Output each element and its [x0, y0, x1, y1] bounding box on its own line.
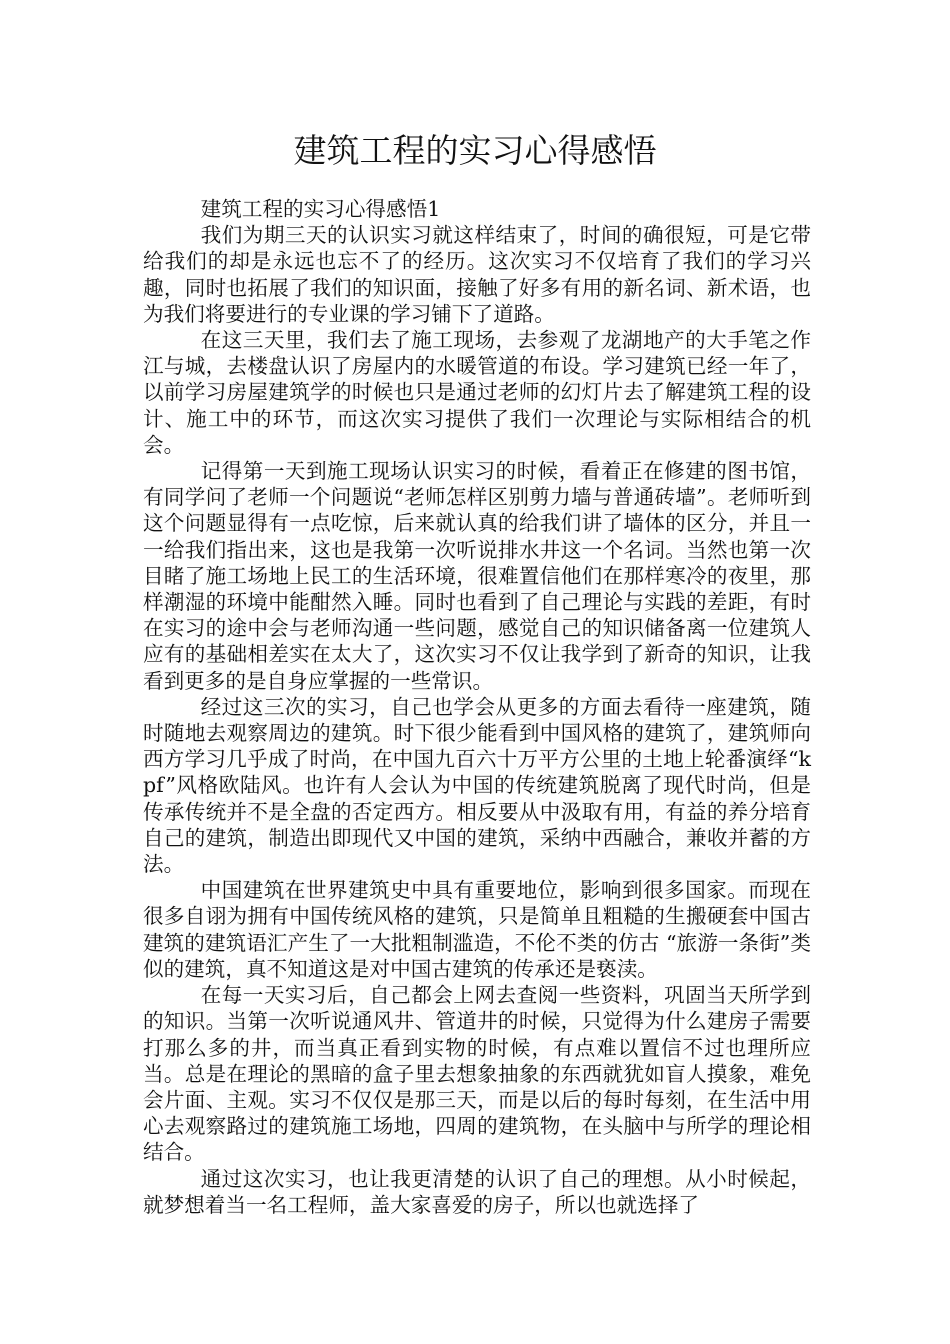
document-body: [143, 196, 811, 1218]
paragraph-3: 记得第一天到施工现场认识实习的时候，看着正在修建的图书馆，有同学问了老师一个问题说“老师怎样区别剪力墙与普通砖墙”。老师听到这个问题显得有一点吃惊，后来就认真的给我们讲了墙体的区分，并且一一给我们指出来，这也是我第一次听说排水井这一个名词。当然也第一次目睹了施工场地上民工的生活环境，很难置信他们在那样寒冷的夜里，那样潮湿的环境中能酣然入睡。同时也看到了自己理论与实践的差距，有时在实习的途中会与老师沟通一些问题，感觉自己的知识储备离一位建筑人应有的基础相差实在太大了，这次实习不仅让我学到了新奇的知识，让我看到更多的是自身应掌握的一些常识。: [143, 459, 811, 693]
paragraph-6: 在每一天实习后，自己都会上网去查阅一些资料，巩固当天所学到的知识。当第一次听说通风井、管道井的时候，只觉得为什么建房子需要打那么多的井，而当真正看到实物的时候，有点难以置信不过也理所应当。总是在理论的黑暗的盒子里去想象抽象的东西就犹如盲人摸象，难免会片面、主观。实习不仅仅是那三天，而是以后的每时每刻，在生活中用心去观察路过的建筑施工场地，四周的建筑物，在头脑中与所学的理论相结合。: [143, 983, 811, 1165]
paragraph-2: 在这三天里，我们去了施工现场，去参观了龙湖地产的大手笔之作江与城，去楼盘认识了房屋内的水暖管道的布设。学习建筑已经一年了，以前学习房屋建筑学的时候也只是通过老师的幻灯片去了解建筑工程的设计、施工中的环节，而这次实习提供了我们一次理论与实际相结合的机会。: [143, 328, 811, 457]
document-title: 建筑工程的实习心得感悟: [293, 131, 657, 170]
paragraph-4: 经过这三次的实习，自己也学会从更多的方面去看待一座建筑，随时随地去观察周边的建筑。时下很少能看到中国风格的建筑了，建筑师向西方学习几乎成了时尚，在中国九百六十万平方公里的土地上轮番演绎“kpf”风格欧陆风。也许有人会认为中国的传统建筑脱离了现代时尚，但是传承传统并不是全盘的否定西方。相反要从中汲取有用，有益的养分培育自己的建筑，制造出即现代又中国的建筑，采纳中西融合，兼收并蓄的方法。: [143, 694, 811, 877]
paragraph-5: 中国建筑在世界建筑史中具有重要地位，影响到很多国家。而现在很多自诩为拥有中国传统风格的建筑，只是简单且粗糙的生搬硬套中国古建筑的建筑语汇产生了一大批粗制滥造，不伦不类的仿古 “旅游一条街”类似的建筑，真不知道这是对中国古建筑的传承还是亵渎。: [143, 878, 811, 981]
section-subtitle: 建筑工程的实习心得感悟1: [200, 197, 441, 221]
paragraph-7: 通过这次实习，也让我更清楚的认识了自己的理想。从小时候起，就梦想着当一名工程师，盖大家喜爱的房子，所以也就选择了: [143, 1166, 811, 1217]
paragraph-1: 我们为期三天的认识实习就这样结束了，时间的确很短，可是它带给我们的却是永远也忘不了的经历。这次实习不仅培育了我们的学习兴趣，同时也拓展了我们的知识面，接触了好多有用的新名词、新术语，也为我们将要进行的专业课的学习铺下了道路。: [143, 223, 811, 326]
